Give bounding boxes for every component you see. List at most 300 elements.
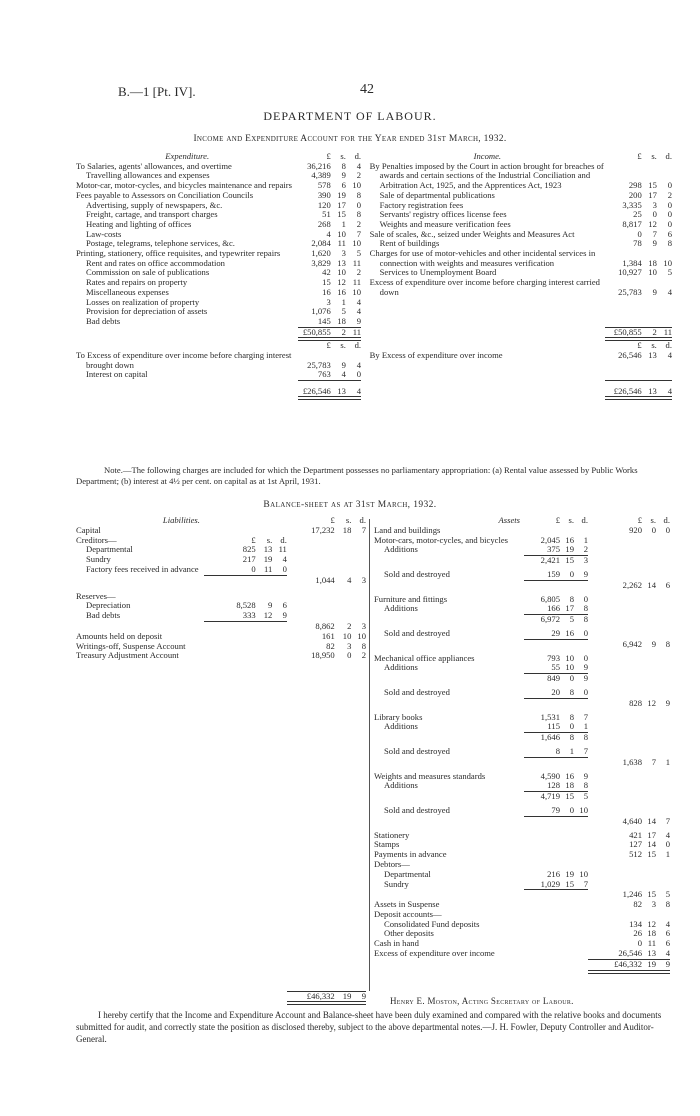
misc-label: Stamps	[374, 839, 400, 850]
lib-additions-pounds: 115	[547, 721, 560, 732]
cash-pence: 6	[665, 938, 670, 949]
income-item-pounds: 10,927	[618, 267, 642, 278]
expenditure-item-shillings: 6	[341, 180, 346, 191]
wts-additions-row	[374, 781, 670, 791]
wts-additions-shillings: 18	[565, 780, 574, 791]
income-item-label: Excess of expenditure over income before charging interest carried down	[369, 277, 600, 297]
mech-subtotal-shillings: 0	[569, 673, 574, 684]
expenditure-item-pounds: 15	[322, 277, 331, 288]
capital-pounds: 17,232	[311, 524, 335, 535]
motor-cost-shillings: 16	[565, 534, 574, 545]
expenditure-item-pence: 2	[356, 218, 362, 229]
deposit-item-pounds: 134	[629, 918, 642, 929]
motor-cost-pounds: 2,045	[540, 534, 560, 545]
reserve-label: Bad debts	[86, 610, 121, 621]
wts-additions-pence: 8	[583, 780, 588, 791]
furn-additions-pence: 8	[583, 603, 588, 614]
mech-subtotal-pounds: 849	[547, 673, 560, 684]
furn-cost-pounds: 6,805	[540, 593, 560, 604]
excess-pounds: 26,546	[618, 948, 642, 959]
creditors-list	[76, 545, 366, 575]
creditor-shillings: 19	[263, 554, 273, 565]
motor-cost-pence: 1	[583, 534, 588, 545]
furn-sold-row	[374, 629, 670, 639]
income-item-shillings: 0	[652, 209, 657, 220]
misc-shillings: 14	[647, 839, 656, 850]
lib-label: Library books	[374, 711, 423, 722]
misc-shillings: 15	[647, 849, 656, 860]
liabilities-total-shillings: 19	[342, 990, 352, 1001]
debtor-row	[374, 880, 670, 890]
reserve-shillings: 12	[263, 610, 273, 621]
misc-shillings: 17	[647, 829, 656, 840]
expenditure-item-shillings: 12	[337, 277, 346, 288]
expenditure-item-pounds: 3,829	[311, 257, 331, 268]
expenditure-item-pence: 4	[356, 296, 362, 307]
mech-sold-label: Sold and destroyed	[384, 686, 450, 697]
mech-cost-shillings: 10	[565, 652, 574, 663]
expenditure-item-shillings: 5	[341, 306, 346, 317]
excess-income-shillings: 13	[648, 350, 657, 361]
wts-label: Weights and measures standards	[374, 770, 486, 781]
expenditure-item-pounds: 390	[317, 189, 331, 200]
expenditure-item-pounds: 42	[322, 267, 331, 278]
expenditure-list	[76, 162, 361, 327]
expenditure-item-pence: 10	[352, 238, 362, 249]
income-heading: Income.	[473, 151, 502, 161]
expenditure-item-pounds: 1,620	[311, 248, 331, 259]
mech-total-pounds: 828	[629, 697, 642, 708]
capital-label: Capital	[76, 524, 101, 535]
mech-cost-pence: 0	[583, 652, 588, 663]
signer: Henry E. Moston, Acting Secretary of Labour.	[390, 996, 574, 1006]
expenditure-item-shillings: 18	[337, 315, 346, 326]
lib-sold-shillings: 1	[569, 745, 574, 756]
lib-row	[374, 713, 670, 723]
currency-pounds: £	[330, 515, 335, 525]
mech-sold-shillings: 8	[569, 686, 574, 697]
expenditure-item-pence: 9	[356, 315, 362, 326]
income-item-pounds: 3,335	[622, 199, 642, 210]
expenditure-item-label: Rent and rates on office accommodation	[86, 257, 225, 268]
liability-label: Writings-off, Suspense Account	[76, 640, 186, 651]
reserves-total-shillings: 2	[347, 620, 352, 631]
currency-pounds: £	[326, 340, 331, 351]
furn-sold-pence: 0	[583, 627, 588, 638]
debtors-total-pence: 5	[665, 889, 670, 900]
capital-pence: 7	[361, 524, 366, 535]
expenditure-item-pence: 8	[356, 189, 362, 200]
debtor-label: Sundry	[384, 878, 409, 889]
debtor-pence: 7	[583, 878, 588, 889]
misc-row	[374, 831, 670, 841]
reserve-pounds: 8,528	[236, 600, 256, 611]
creditors-label: Creditors—	[76, 534, 117, 545]
motor-sold-pence: 9	[583, 568, 588, 579]
mech-additions-shillings: 10	[565, 662, 574, 673]
lib-total-shillings: 7	[651, 756, 656, 767]
interest-capital-label: Interest on capital	[86, 369, 148, 380]
excess-income-pence: 4	[667, 350, 672, 361]
suspense-pence: 8	[665, 899, 670, 910]
expenditure-item-pence: 11	[352, 277, 362, 288]
misc-label: Payments in advance	[374, 849, 447, 860]
creditor-pounds: 217	[242, 554, 256, 565]
lib-sold-label: Sold and destroyed	[384, 745, 450, 756]
reserve-pounds: 333	[242, 610, 256, 621]
lib-subtotal-pence: 8	[583, 732, 588, 743]
income-item-label: Charges for use of motor-vehicles and other incidental services in connection with weights and measures verification	[369, 248, 596, 268]
excess-income-pounds: 26,546	[618, 350, 642, 361]
expenditure-item-shillings: 1	[341, 218, 346, 229]
mech-subtotal-row	[374, 674, 670, 684]
total2-right-pence: 4	[667, 385, 672, 396]
expenditure-item-pence: 4	[356, 160, 362, 171]
furn-additions-row	[374, 604, 670, 614]
lib-sold-row	[374, 747, 670, 757]
deposit-item-label: Other deposits	[384, 928, 434, 939]
expenditure-item-pounds: 120	[317, 199, 331, 210]
furn-cost-shillings: 8	[569, 593, 574, 604]
liability-pence: 10	[357, 630, 366, 641]
mech-additions-row	[374, 663, 670, 673]
income-total-pence: 11	[663, 326, 672, 337]
deposit-item-shillings: 12	[647, 918, 656, 929]
creditor-pounds: 0	[251, 563, 256, 574]
expenditure-item-pence: 10	[352, 286, 362, 297]
liability-shillings: 0	[347, 650, 352, 661]
expenditure-item-shillings: 3	[341, 248, 346, 259]
currency-pence: d.	[354, 340, 362, 351]
liabilities-total-pounds: £46,332	[306, 990, 335, 1001]
land-label: Land and buildings	[374, 524, 441, 535]
furn-sold-shillings: 16	[565, 627, 574, 638]
motor-subtotal-pence: 3	[583, 555, 588, 566]
mech-total-pence: 9	[665, 697, 670, 708]
expenditure-item-pounds: 16	[322, 286, 331, 297]
wts-subtotal-row	[374, 792, 670, 802]
expenditure-item-label: Motor-car, motor-cycles, and bicycles maintenance and repairs	[76, 180, 292, 191]
liability-pence: 2	[361, 650, 366, 661]
interest-capital-shillings: 4	[341, 369, 346, 380]
expenditure-item-label: Fees payable to Assessors on Conciliation Councils	[76, 189, 254, 200]
furn-total-pounds: 6,942	[622, 638, 642, 649]
creditor-label: Sundry	[86, 554, 111, 565]
currency-shillings: s.	[651, 340, 657, 351]
assets-total-row	[374, 960, 670, 970]
assets-heading: Assets	[498, 515, 520, 525]
lib-additions-shillings: 0	[569, 721, 574, 732]
creditor-label: Departmental	[86, 544, 133, 555]
income-item-label: Sale of scales, &c., seized under Weights and Measures Act	[369, 228, 575, 239]
income-item-pounds: 78	[633, 238, 642, 249]
expenditure-item-shillings: 8	[341, 160, 346, 171]
debtor-shillings: 15	[565, 878, 574, 889]
debtor-row	[374, 870, 670, 880]
expenditure-item-pounds: 578	[317, 180, 331, 191]
furn-subtotal-pounds: 6,972	[540, 614, 560, 625]
mech-subtotal-pence: 9	[583, 673, 588, 684]
excess-brought-down-label: To Excess of expenditure over income before charging interest brought down	[76, 350, 292, 370]
motor-sold-shillings: 0	[569, 568, 574, 579]
debtor-pounds: 216	[547, 868, 560, 879]
lib-cost-shillings: 8	[569, 711, 574, 722]
wts-sold-pence: 10	[579, 804, 588, 815]
expenditure-item-label: Bad debts	[86, 315, 121, 326]
interest-capital-pence: 0	[356, 369, 362, 380]
total2-right-pounds: £26,546	[613, 385, 642, 396]
misc-pence: 4	[665, 829, 670, 840]
reserves-total-pounds: 8,862	[315, 620, 335, 631]
income-item-pence: 4	[667, 286, 672, 297]
income-item-pounds: 25	[633, 209, 642, 220]
motor-sold-pounds: 159	[547, 568, 560, 579]
excess-brought-down-pounds: 25,783	[307, 359, 331, 370]
total2-left-pounds: £26,546	[302, 385, 331, 396]
liability-shillings: 3	[347, 640, 352, 651]
creditor-row	[76, 545, 366, 555]
expenditure-item-label: Commission on sale of publications	[86, 267, 210, 278]
lib-total-pounds: 1,638	[622, 756, 642, 767]
expenditure-heading: Expenditure.	[165, 151, 210, 161]
furn-total-row	[374, 640, 670, 650]
wts-additions-label: Additions	[384, 780, 418, 791]
furn-additions-label: Additions	[384, 603, 418, 614]
expenditure-item-label: Travelling allowances and expenses	[86, 170, 210, 181]
wts-cost-pence: 9	[583, 770, 588, 781]
currency-pounds: £	[251, 534, 256, 545]
liability-pence: 8	[361, 640, 366, 651]
mech-total-shillings: 12	[647, 697, 656, 708]
liability-pounds: 18,950	[311, 650, 335, 661]
deposit-item-pence: 4	[665, 918, 670, 929]
creditor-row	[76, 565, 366, 575]
income-item-pence: 0	[667, 180, 672, 191]
motor-total-row	[374, 581, 670, 591]
wts-subtotal-shillings: 15	[565, 791, 574, 802]
misc-pounds: 127	[629, 839, 642, 850]
creditors-total-pence: 3	[361, 574, 366, 585]
motor-total-pence: 6	[665, 579, 670, 590]
debtor-label: Departmental	[384, 868, 431, 879]
mech-label: Mechanical office appliances	[374, 652, 475, 663]
income-item-row	[370, 249, 672, 268]
income-item-pence: 0	[667, 209, 672, 220]
currency-pounds: £	[637, 151, 642, 161]
income-item-shillings: 15	[648, 180, 657, 191]
creditor-pence: 11	[278, 544, 287, 555]
capital-shillings: 18	[342, 524, 352, 535]
expenditure-item-pence: 8	[356, 209, 362, 220]
wts-additions-pounds: 128	[547, 780, 560, 791]
mech-row	[374, 654, 670, 664]
expenditure-item-shillings: 11	[337, 238, 346, 249]
lib-subtotal-shillings: 8	[569, 732, 574, 743]
cash-shillings: 11	[647, 938, 656, 949]
motor-subtotal-row	[374, 556, 670, 566]
currency-pounds: £	[637, 515, 642, 525]
expenditure-item-pence: 2	[356, 267, 362, 278]
misc-label: Stationery	[374, 829, 410, 840]
income-item-pence: 2	[667, 189, 672, 200]
land-pence: 0	[665, 524, 670, 535]
expenditure-item-label: Advertising, supply of newspapers, &c.	[86, 199, 223, 210]
creditor-pounds: 825	[242, 544, 256, 555]
income-item-pence: 0	[667, 199, 672, 210]
income-item-pounds: 1,384	[622, 257, 642, 268]
lib-total-row	[374, 758, 670, 768]
cash-pounds: 0	[637, 938, 642, 949]
expenditure-item-row	[76, 317, 361, 327]
interest-capital-pounds: 763	[317, 369, 331, 380]
motor-additions-shillings: 19	[565, 544, 574, 555]
currency-shillings: s.	[340, 151, 346, 161]
motor-additions-row	[374, 545, 670, 555]
liability-pounds: 161	[321, 630, 335, 641]
motor-additions-label: Additions	[384, 544, 418, 555]
mech-additions-pounds: 55	[551, 662, 560, 673]
currency-pence: d.	[280, 534, 287, 545]
deposit-item-shillings: 18	[647, 928, 656, 939]
income-item-pounds: 298	[628, 180, 642, 191]
wts-row	[374, 772, 670, 782]
reserve-pence: 9	[282, 610, 287, 621]
liability-label: Amounts held on deposit	[76, 630, 163, 641]
furn-subtotal-shillings: 5	[569, 614, 574, 625]
expenditure-item-shillings: 16	[337, 286, 346, 297]
assets-total-pence: 9	[665, 958, 670, 969]
mech-sold-pence: 0	[583, 686, 588, 697]
reserve-pence: 6	[282, 600, 287, 611]
lib-additions-label: Additions	[384, 721, 418, 732]
wts-sold-label: Sold and destroyed	[384, 804, 450, 815]
liabilities-section	[76, 516, 366, 1005]
furn-subtotal-row	[374, 615, 670, 625]
currency-shillings: s.	[266, 534, 273, 545]
lib-sold-pounds: 8	[555, 745, 560, 756]
assets-section	[374, 516, 670, 974]
motor-total-shillings: 14	[647, 579, 656, 590]
page-reference: B.—1 [Pt. IV].	[118, 84, 196, 99]
income-item-pounds: 200	[628, 189, 642, 200]
income-item-label: Rent of buildings	[379, 238, 440, 249]
land-shillings: 0	[651, 524, 656, 535]
expenditure-item-pence: 0	[356, 199, 362, 210]
page-number: 42	[360, 82, 374, 97]
reserves-total-pence: 3	[361, 620, 366, 631]
total2-left-shillings: 13	[337, 385, 346, 396]
income-item-shillings: 18	[648, 257, 657, 268]
furn-additions-pounds: 166	[547, 603, 560, 614]
income-item-label: Weights and measure verification fees	[379, 218, 511, 229]
expenditure-item-shillings: 17	[337, 199, 346, 210]
income-item-row	[370, 278, 672, 297]
creditor-label: Factory fees received in advance	[86, 563, 199, 574]
income-item-pence: 6	[667, 228, 672, 239]
assets-total-pounds: £46,332	[614, 958, 642, 969]
expenditure-item-pence: 4	[356, 306, 362, 317]
currency-pence: d.	[359, 515, 366, 525]
expenditure-item-pounds: 145	[317, 315, 331, 326]
debtors-total-shillings: 15	[647, 889, 656, 900]
misc-pence: 1	[665, 849, 670, 860]
expenditure-item-shillings: 10	[337, 228, 346, 239]
income-item-label: Factory registration fees	[379, 199, 464, 210]
motor-additions-pounds: 375	[547, 544, 560, 555]
mech-sold-pounds: 20	[551, 686, 560, 697]
debtor-shillings: 19	[565, 868, 574, 879]
currency-shillings: s.	[650, 515, 656, 525]
income-total-pounds: £50,855	[613, 326, 642, 337]
other-liabilities-list	[76, 632, 366, 661]
expenditure-item-pence: 10	[352, 180, 362, 191]
furn-row	[374, 595, 670, 605]
currency-pounds: £	[326, 151, 331, 161]
income-expenditure-account	[76, 152, 672, 400]
debtors-label: Debtors—	[374, 858, 410, 869]
assets-total-shillings: 19	[647, 958, 656, 969]
expenditure-item-label: Provision for depreciation of assets	[86, 306, 208, 317]
reserves-list	[76, 601, 366, 621]
lib-subtotal-row	[374, 733, 670, 743]
reserve-shillings: 9	[268, 600, 273, 611]
motor-label: Motor-cars, motor-cycles, and bicycles	[374, 534, 509, 545]
liability-pounds: 82	[326, 640, 335, 651]
income-item-pence: 10	[663, 257, 672, 268]
misc-pounds: 512	[629, 849, 642, 860]
liability-shillings: 10	[342, 630, 352, 641]
expenditure-item-pence: 7	[356, 228, 362, 239]
expenditure-item-shillings: 9	[341, 170, 346, 181]
creditors-total-pounds: 1,044	[315, 574, 335, 585]
currency-pounds: £	[555, 515, 560, 525]
expenditure-item-label: Losses on realization of property	[86, 296, 200, 307]
lib-total-pence: 1	[665, 756, 670, 767]
assets-list	[374, 526, 670, 974]
excess-label: Excess of expenditure over income	[374, 948, 495, 959]
income-item-shillings: 10	[648, 267, 657, 278]
expenditure-item-pence: 2	[356, 170, 362, 181]
excess-row	[374, 949, 670, 959]
creditor-shillings: 11	[264, 563, 273, 574]
wts-total-pence: 7	[665, 815, 670, 826]
income-item-label: Sale of departmental publications	[379, 189, 495, 200]
motor-row	[374, 536, 670, 546]
expenditure-item-shillings: 13	[337, 257, 346, 268]
lib-cost-pounds: 1,531	[540, 711, 560, 722]
wts-cost-shillings: 16	[565, 770, 574, 781]
creditor-pence: 4	[282, 554, 287, 565]
expenditure-item-label: Postage, telegrams, telephone services, &c.	[86, 238, 235, 249]
expenditure-item-pounds: 51	[322, 209, 331, 220]
mech-additions-pence: 9	[583, 662, 588, 673]
mech-sold-row	[374, 688, 670, 698]
furn-subtotal-pence: 8	[583, 614, 588, 625]
income-item-pence: 0	[667, 218, 672, 229]
reserve-label: Depreciation	[86, 600, 131, 611]
lib-cost-pence: 7	[583, 711, 588, 722]
currency-shillings: s.	[651, 151, 657, 161]
motor-sold-label: Sold and destroyed	[384, 568, 450, 579]
expenditure-item-label: Printing, stationery, office requisites, and typewriter repairs	[76, 248, 281, 259]
lib-sold-pence: 7	[583, 745, 588, 756]
furn-sold-label: Sold and destroyed	[384, 627, 450, 638]
deposit-item-pence: 6	[665, 928, 670, 939]
expenditure-item-label: Rates and repairs on property	[86, 277, 188, 288]
furn-cost-pence: 0	[583, 593, 588, 604]
expenditure-item-label: Miscellaneous expenses	[86, 286, 169, 297]
excess-pence: 4	[665, 948, 670, 959]
